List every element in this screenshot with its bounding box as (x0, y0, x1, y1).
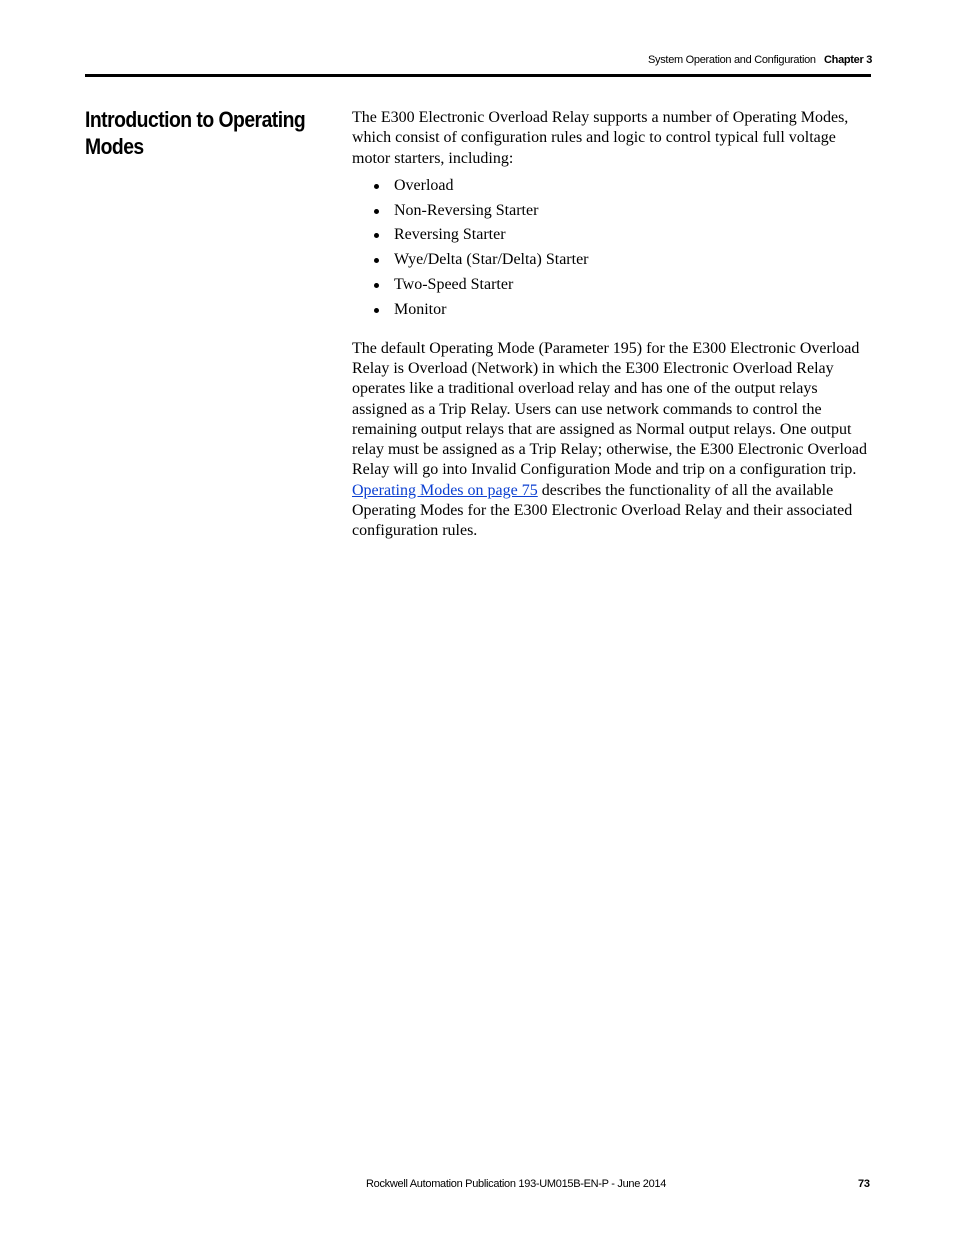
list-item-text: Wye/Delta (Star/Delta) Starter (394, 251, 589, 269)
list-item-text: Reversing Starter (394, 226, 506, 244)
section-title: Introduction to Operating Modes (85, 107, 306, 159)
default-mode-text-continued: describes the functionality of all the available Operating Modes for the E300 Electronic Overload Relay and their associated configuration rules. (352, 481, 853, 540)
list-item (352, 273, 872, 298)
operating-modes-list (352, 174, 872, 323)
header-rule (85, 74, 871, 77)
operating-modes-link[interactable]: Operating Modes on page 75 (352, 481, 538, 499)
list-item-text: Monitor (394, 300, 447, 318)
body-column (352, 108, 872, 542)
list-item (352, 248, 872, 273)
page-number: 73 (858, 1178, 870, 1190)
list-item (352, 298, 872, 323)
list-item (352, 199, 872, 224)
bullet-icon (374, 233, 379, 238)
list-item-text: Overload (394, 176, 454, 194)
footer-publication: Rockwell Automation Publication 193-UM015B-EN-P - June 2014 (366, 1178, 667, 1190)
running-header-section: System Operation and Configuration (648, 54, 816, 66)
bullet-icon (374, 308, 379, 313)
bullet-icon (374, 209, 379, 214)
intro-paragraph: The E300 Electronic Overload Relay supports a number of Operating Modes, which consist of configuration rules and logic to control typical full voltage motor starters, including: (352, 109, 849, 167)
list-item-text: Non-Reversing Starter (394, 201, 539, 219)
list-item-text: Two-Speed Starter (394, 276, 514, 294)
default-mode-text: The default Operating Mode (Parameter 195) for the E300 Electronic Overload Relay is Overload (Network) in which the E300 Electronic Overload Relay operates like a traditional overload relay and has one of the output relays assigned as a Trip Relay. Users can use network commands to control the remaining output relays that are assigned as Normal output relays. One output relay must be assigned as a Trip Relay; otherwise, the E300 Electronic Overload Relay will go into Invalid Configuration Mode and trip on a configuration trip. (352, 339, 867, 479)
list-item (352, 223, 872, 248)
list-item (352, 174, 872, 199)
bullet-icon (374, 258, 379, 263)
default-mode-paragraph (352, 339, 872, 542)
bullet-icon (374, 184, 379, 189)
running-header-chapter: Chapter 3 (824, 54, 873, 66)
bullet-icon (374, 283, 379, 288)
